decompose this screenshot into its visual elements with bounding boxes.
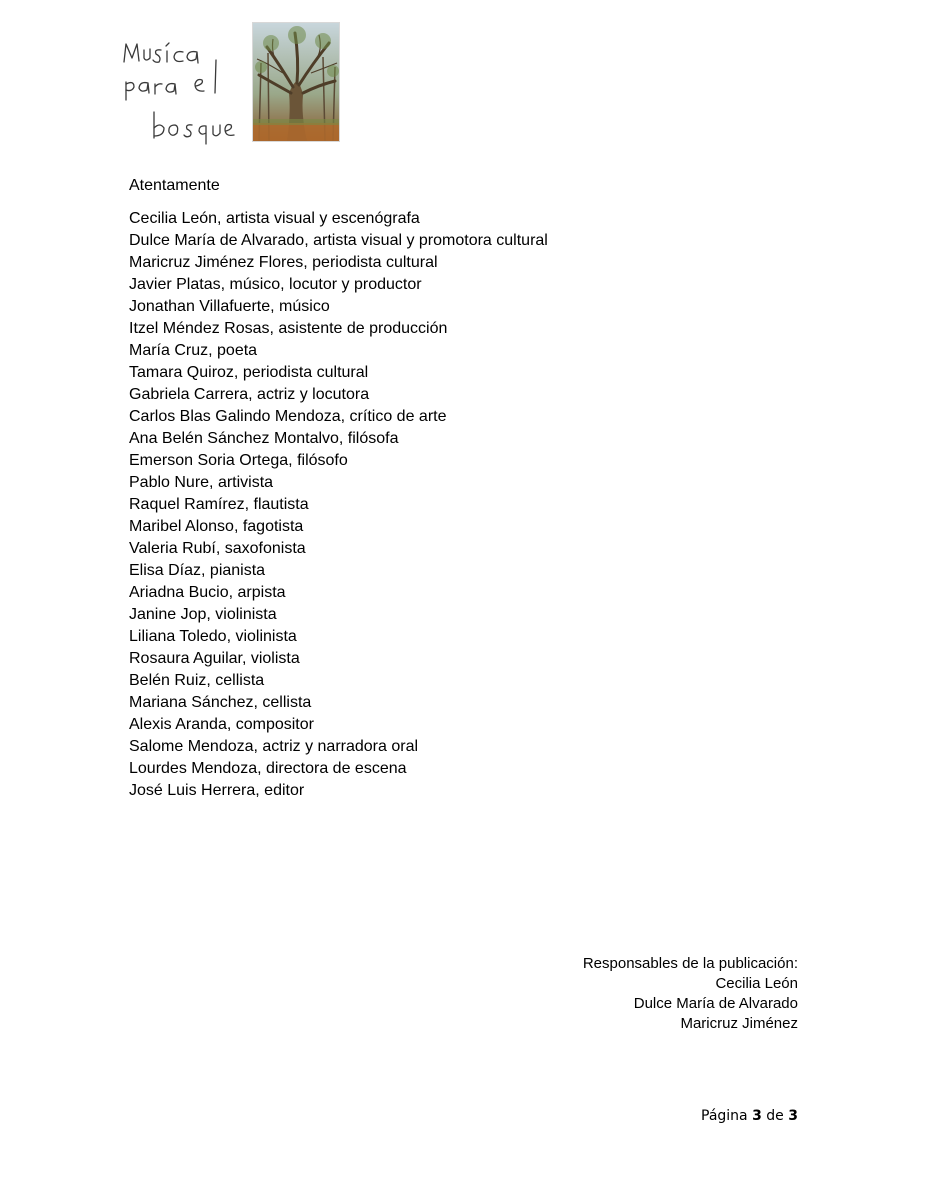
page-separator: de (766, 1108, 784, 1124)
list-item: Valeria Rubí, saxofonista (129, 540, 306, 557)
list-item: María Cruz, poeta (129, 342, 258, 359)
closing: Atentamente (129, 177, 220, 194)
list-item: Tamara Quiroz, periodista cultural (129, 364, 369, 381)
list-item: Elisa Díaz, pianista (129, 562, 266, 579)
list-item: Janine Jop, violinista (129, 606, 277, 623)
list-item: Javier Platas, músico, locutor y productor (129, 276, 422, 293)
responsible-name: Maricruz Jiménez (680, 1015, 798, 1032)
list-item: Itzel Méndez Rosas, asistente de producción (129, 320, 448, 337)
current-page: 3 (752, 1108, 762, 1124)
forest-photo (252, 22, 340, 142)
list-item: Salome Mendoza, actriz y narradora oral (129, 738, 419, 755)
total-pages: 3 (788, 1108, 798, 1124)
logo-handwriting (120, 36, 246, 146)
list-item: Lourdes Mendoza, directora de escena (129, 760, 407, 777)
list-item: Raquel Ramírez, flautista (129, 496, 309, 513)
list-item: Alexis Aranda, compositor (129, 716, 314, 733)
responsible-name: Cecilia León (715, 975, 798, 992)
list-item: Emerson Soria Ortega, filósofo (129, 452, 348, 469)
list-item: José Luis Herrera, editor (129, 782, 305, 799)
list-item: Maribel Alonso, fagotista (129, 518, 304, 535)
list-item: Gabriela Carrera, actriz y locutora (129, 386, 370, 403)
list-item: Ariadna Bucio, arpista (129, 584, 286, 601)
list-item: Mariana Sánchez, cellista (129, 694, 312, 711)
list-item: Rosaura Aguilar, violista (129, 650, 300, 667)
list-item: Maricruz Jiménez Flores, periodista cultural (129, 254, 438, 271)
publication-responsibles (583, 954, 798, 1034)
list-item: Ana Belén Sánchez Montalvo, filósofa (129, 430, 399, 447)
list-item: Cecilia León, artista visual y escenógrafa (129, 210, 420, 227)
responsibles-heading: Responsables de la publicación: (582, 955, 798, 972)
list-item: Carlos Blas Galindo Mendoza, crítico de arte (129, 408, 447, 425)
logo (120, 22, 340, 142)
signatories-list (129, 208, 548, 802)
list-item: Liliana Toledo, violinista (129, 628, 297, 645)
responsible-name: Dulce María de Alvarado (633, 995, 798, 1012)
page-label: Página (701, 1108, 748, 1124)
page-number (701, 1108, 798, 1124)
list-item: Pablo Nure, artivista (129, 474, 274, 491)
list-item: Belén Ruiz, cellista (129, 672, 265, 689)
list-item: Dulce María de Alvarado, artista visual y promotora cultural (129, 232, 548, 249)
list-item: Jonathan Villafuerte, músico (129, 298, 330, 315)
